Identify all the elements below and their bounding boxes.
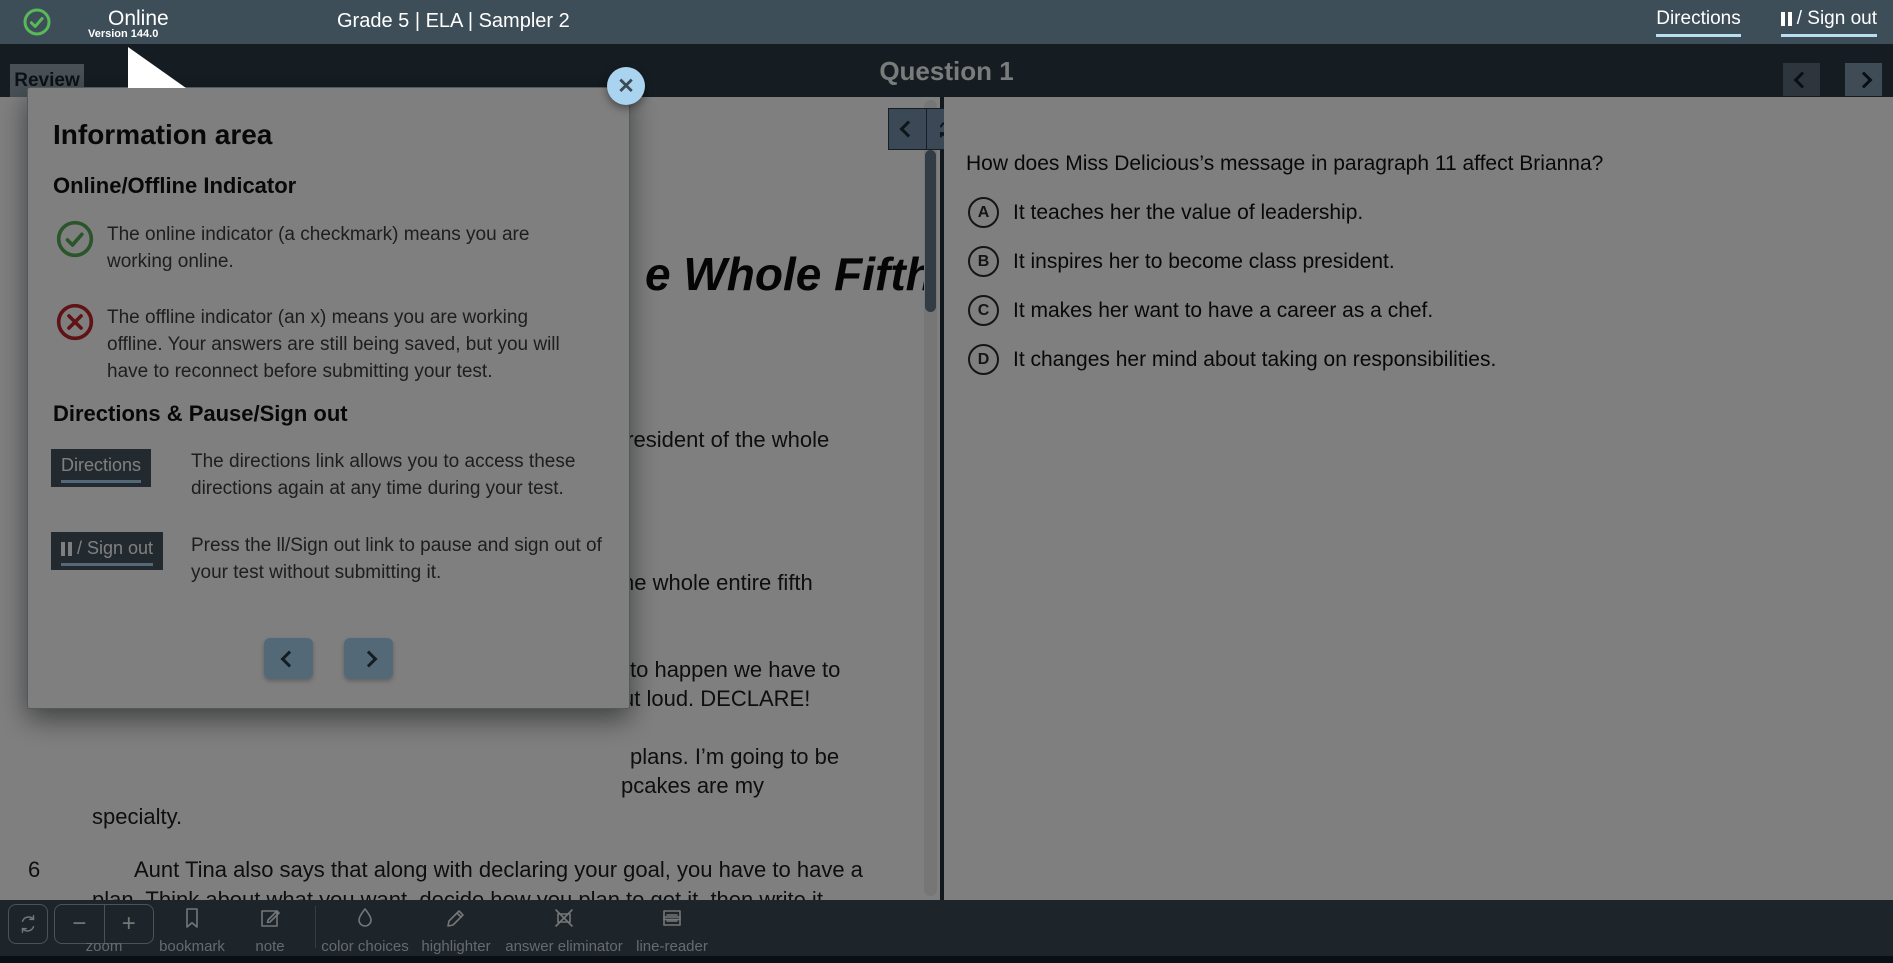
- online-checkmark-icon: [22, 7, 52, 37]
- directions-link-label: Directions: [1656, 8, 1741, 29]
- pause-signout-link[interactable]: [1781, 8, 1877, 37]
- popup-close-button[interactable]: [607, 67, 645, 105]
- modal-backdrop[interactable]: [0, 44, 1893, 963]
- online-status-label: Online: [108, 7, 169, 30]
- pause-icon: [1781, 12, 1792, 26]
- signout-link-label: / Sign out: [1796, 8, 1877, 29]
- version-label: Version 144.0: [88, 28, 159, 40]
- close-icon: ✕: [617, 74, 635, 98]
- directions-link[interactable]: [1656, 8, 1740, 37]
- test-session-label: Grade 5 | ELA | Sampler 2: [337, 10, 570, 32]
- top-status-bar: [0, 0, 1893, 44]
